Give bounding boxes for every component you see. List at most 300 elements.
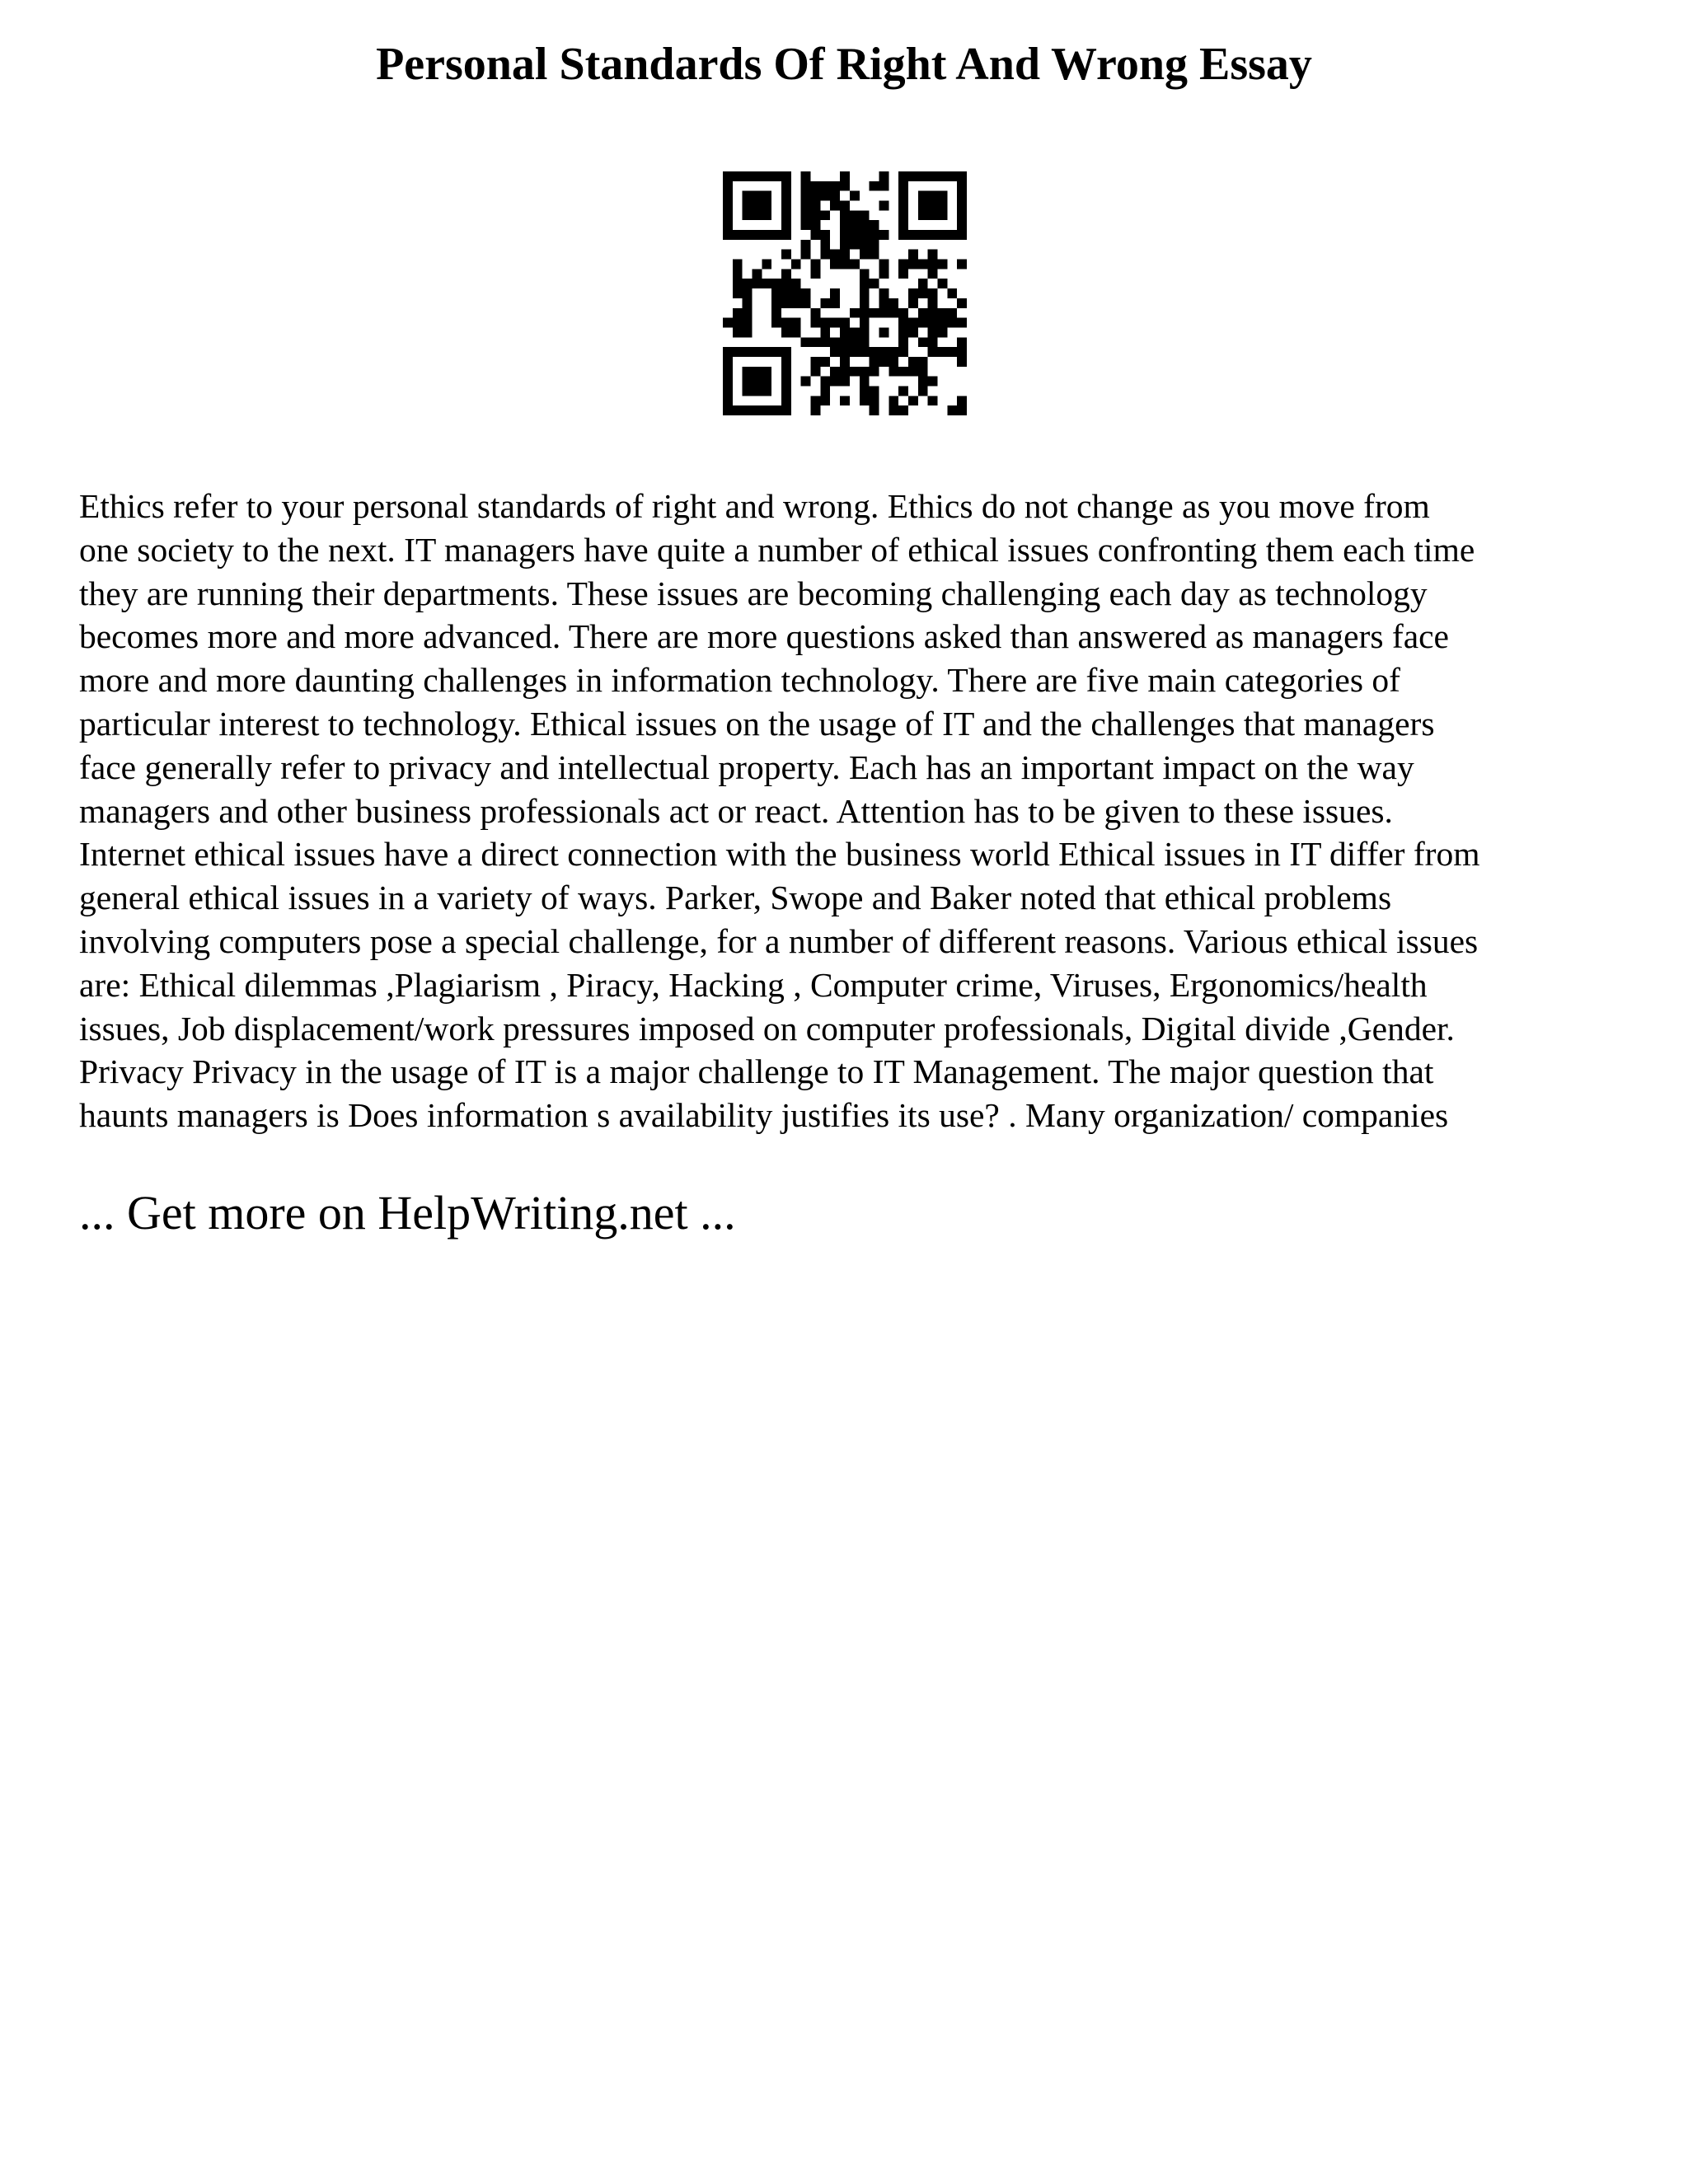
qr-module — [957, 396, 967, 405]
qr-module — [830, 250, 840, 260]
qr-module — [781, 191, 791, 201]
qr-module — [771, 288, 781, 298]
qr-module — [781, 250, 791, 260]
qr-module — [957, 191, 967, 201]
qr-module — [898, 191, 908, 201]
qr-module — [918, 191, 928, 201]
qr-module — [840, 347, 850, 357]
qr-module — [820, 396, 830, 405]
qr-module — [850, 347, 860, 357]
qr-module — [791, 327, 801, 337]
qr-module — [898, 220, 908, 230]
qr-module — [928, 396, 938, 405]
qr-module — [860, 347, 870, 357]
qr-module — [918, 337, 928, 347]
qr-module — [908, 318, 918, 328]
qr-module — [840, 396, 850, 405]
qr-module — [879, 288, 889, 298]
qr-module — [743, 327, 753, 337]
qr-module — [781, 327, 791, 337]
qr-module — [743, 279, 753, 288]
essay-line: haunts managers is Does information s availability justifies its use? . Many organization/ companies — [79, 1096, 1449, 1135]
qr-module — [781, 288, 791, 298]
page-title: Personal Standards Of Right And Wrong Essay — [376, 39, 1312, 90]
qr-module — [908, 396, 918, 405]
qr-module — [918, 386, 928, 396]
qr-module — [723, 367, 733, 377]
qr-module — [889, 405, 898, 415]
qr-module — [762, 191, 771, 201]
qr-module — [723, 318, 733, 328]
qr-module — [860, 269, 870, 279]
qr-module — [830, 337, 840, 347]
qr-module — [723, 191, 733, 201]
qr-module — [723, 396, 733, 405]
qr-module — [830, 367, 840, 377]
qr-module — [957, 347, 967, 357]
qr-module — [870, 250, 879, 260]
qr-module — [898, 210, 908, 220]
qr-module — [908, 260, 918, 269]
qr-module — [723, 230, 733, 240]
qr-module — [733, 327, 743, 337]
qr-module — [840, 377, 850, 387]
qr-module — [860, 298, 870, 308]
qr-module — [889, 367, 898, 377]
qr-module — [830, 298, 840, 308]
qr-module — [753, 230, 762, 240]
qr-module — [753, 279, 762, 288]
qr-module — [771, 171, 781, 181]
qr-module — [840, 240, 850, 250]
qr-module — [870, 405, 879, 415]
essay-line: managers and other business professionals act or react. Attention has to be given to these issues. — [79, 791, 1393, 830]
qr-module — [889, 396, 898, 405]
qr-module — [957, 220, 967, 230]
qr-module — [918, 279, 928, 288]
qr-module — [957, 357, 967, 367]
qr-module — [928, 347, 938, 357]
qr-module — [957, 210, 967, 220]
qr-module — [811, 220, 821, 230]
qr-module — [840, 171, 850, 181]
essay-line: becomes more and more advanced. There are more questions asked than answered as managers face — [79, 617, 1449, 656]
qr-module — [743, 230, 753, 240]
qr-module — [957, 298, 967, 308]
qr-module — [733, 347, 743, 357]
qr-module — [733, 318, 743, 328]
qr-module — [743, 377, 753, 387]
qr-module — [811, 396, 821, 405]
qr-module — [840, 327, 850, 337]
qr-module — [801, 298, 811, 308]
essay-line: general ethical issues in a variety of ways. Parker, Swope and Baker noted that ethical problems — [79, 879, 1392, 917]
essay-line: Ethics refer to your personal standards of right and wrong. Ethics do not change as you move from — [79, 487, 1430, 525]
qr-module — [743, 308, 753, 318]
qr-module — [850, 308, 860, 318]
qr-module — [801, 337, 811, 347]
qr-module — [820, 386, 830, 396]
qr-module — [850, 240, 860, 250]
qr-module — [860, 337, 870, 347]
qr-module — [733, 308, 743, 318]
qr-module — [820, 210, 830, 220]
qr-module — [811, 260, 821, 269]
qr-module — [753, 171, 762, 181]
qr-module — [918, 318, 928, 328]
qr-module — [928, 288, 938, 298]
qr-module — [811, 308, 821, 318]
qr-module — [830, 191, 840, 201]
qr-module — [820, 250, 830, 260]
qr-module — [898, 367, 908, 377]
qr-module — [781, 298, 791, 308]
qr-module — [723, 210, 733, 220]
qr-module — [743, 171, 753, 181]
qr-module — [908, 367, 918, 377]
qr-module — [762, 279, 771, 288]
qr-module — [937, 318, 947, 328]
qr-module — [860, 367, 870, 377]
qr-module — [918, 377, 928, 387]
qr-module — [889, 308, 898, 318]
qr-module — [733, 279, 743, 288]
qr-module — [937, 279, 947, 288]
qr-module — [928, 201, 938, 211]
qr-module — [830, 201, 840, 211]
qr-module — [957, 405, 967, 415]
essay-line: more and more daunting challenges in information technology. There are five main categories of — [79, 661, 1400, 700]
qr-module — [860, 279, 870, 288]
qr-module — [743, 405, 753, 415]
qr-module — [830, 260, 840, 269]
qr-code-icon[interactable] — [723, 171, 967, 415]
qr-module — [879, 327, 889, 337]
qr-module — [918, 308, 928, 318]
qr-module — [850, 260, 860, 269]
qr-module — [811, 201, 821, 211]
qr-module — [879, 171, 889, 181]
qr-module — [908, 298, 918, 308]
qr-module — [918, 357, 928, 367]
qr-module — [801, 288, 811, 298]
qr-module — [918, 288, 928, 298]
qr-module — [898, 308, 908, 318]
qr-module — [898, 347, 908, 357]
qr-module — [781, 396, 791, 405]
qr-module — [937, 260, 947, 269]
qr-module — [840, 260, 850, 269]
qr-module — [937, 201, 947, 211]
qr-module — [928, 327, 938, 337]
qr-module — [830, 288, 840, 298]
qr-module — [898, 386, 908, 396]
qr-module — [928, 308, 938, 318]
essay-line: Privacy Privacy in the usage of IT is a major challenge to IT Management. The major question that — [79, 1052, 1434, 1091]
qr-module — [860, 396, 870, 405]
qr-module — [860, 308, 870, 318]
qr-module — [811, 269, 821, 279]
qr-module — [918, 171, 928, 181]
qr-module — [879, 260, 889, 269]
qr-module — [860, 220, 870, 230]
qr-module — [937, 347, 947, 357]
qr-module — [879, 347, 889, 357]
qr-module — [791, 288, 801, 298]
qr-module — [928, 337, 938, 347]
qr-module — [791, 298, 801, 308]
qr-module — [870, 220, 879, 230]
qr-module — [771, 230, 781, 240]
qr-module — [820, 318, 830, 328]
qr-module — [781, 181, 791, 191]
qr-module — [781, 357, 791, 367]
qr-module — [753, 269, 762, 279]
qr-module — [928, 269, 938, 279]
qr-module — [781, 318, 791, 328]
qr-module — [898, 327, 908, 337]
qr-module — [733, 260, 743, 269]
qr-module — [898, 405, 908, 415]
qr-module — [811, 367, 821, 377]
qr-module — [870, 357, 879, 367]
qr-module — [791, 260, 801, 269]
qr-module — [791, 318, 801, 328]
qr-module — [723, 220, 733, 230]
essay-line: one society to the next. IT managers have quite a number of ethical issues confronting them each time — [79, 530, 1475, 569]
qr-module — [957, 230, 967, 240]
qr-module — [870, 396, 879, 405]
qr-module — [820, 191, 830, 201]
qr-module — [928, 250, 938, 260]
qr-module — [860, 327, 870, 337]
qr-module — [870, 279, 879, 288]
qr-module — [947, 171, 957, 181]
qr-module — [908, 230, 918, 240]
qr-module — [723, 386, 733, 396]
qr-module — [762, 347, 771, 357]
qr-module — [957, 181, 967, 191]
qr-module — [840, 337, 850, 347]
qr-module — [937, 327, 947, 337]
qr-module — [889, 298, 898, 308]
qr-module — [947, 288, 957, 298]
qr-module — [908, 171, 918, 181]
qr-module — [928, 210, 938, 220]
essay-line: involving computers pose a special challenge, for a number of different reasons. Various ethical issues — [79, 921, 1479, 960]
qr-module — [771, 318, 781, 328]
qr-module — [820, 298, 830, 308]
qr-module — [957, 260, 967, 269]
qr-module — [781, 269, 791, 279]
qr-module — [928, 377, 938, 387]
qr-module — [723, 171, 733, 181]
qr-module — [860, 250, 870, 260]
qr-module — [879, 357, 889, 367]
qr-module — [840, 201, 850, 211]
qr-module — [753, 191, 762, 201]
qr-module — [733, 405, 743, 415]
qr-module — [957, 318, 967, 328]
qr-module — [898, 201, 908, 211]
essay-line: particular interest to technology. Ethical issues on the usage of IT and the challenges that managers — [79, 704, 1435, 743]
qr-module — [850, 230, 860, 240]
qr-module — [811, 210, 821, 220]
qr-module — [753, 386, 762, 396]
qr-module — [928, 318, 938, 328]
qr-module — [870, 347, 879, 357]
qr-module — [781, 220, 791, 230]
qr-module — [753, 210, 762, 220]
qr-module — [957, 201, 967, 211]
qr-module — [898, 230, 908, 240]
qr-module — [781, 377, 791, 387]
qr-module — [937, 308, 947, 318]
qr-module — [723, 405, 733, 415]
qr-module — [820, 327, 830, 337]
qr-module — [733, 269, 743, 279]
qr-module — [820, 357, 830, 367]
qr-module — [743, 347, 753, 357]
qr-module — [762, 230, 771, 240]
qr-module — [908, 250, 918, 260]
qr-module — [820, 337, 830, 347]
qr-module — [840, 367, 850, 377]
qr-module — [733, 230, 743, 240]
qr-module — [762, 405, 771, 415]
get-more-link[interactable]: ... Get more on HelpWriting.net ... — [79, 1186, 736, 1240]
qr-module — [918, 210, 928, 220]
qr-module — [918, 230, 928, 240]
qr-module — [723, 201, 733, 211]
qr-module — [860, 230, 870, 240]
qr-module — [879, 298, 889, 308]
qr-module — [870, 367, 879, 377]
qr-module — [870, 386, 879, 396]
qr-module — [743, 367, 753, 377]
qr-module — [811, 318, 821, 328]
qr-module — [762, 171, 771, 181]
qr-module — [801, 220, 811, 230]
qr-module — [801, 171, 811, 181]
qr-module — [947, 230, 957, 240]
qr-module — [830, 181, 840, 191]
qr-module — [791, 279, 801, 288]
essay-line: face generally refer to privacy and intellectual property. Each has an important impact on the way — [79, 748, 1414, 786]
qr-module — [723, 357, 733, 367]
qr-module — [762, 210, 771, 220]
qr-module — [771, 308, 781, 318]
qr-module — [860, 377, 870, 387]
qr-module — [947, 405, 957, 415]
qr-module — [840, 210, 850, 220]
qr-module — [957, 337, 967, 347]
qr-module — [879, 201, 889, 211]
qr-module — [879, 269, 889, 279]
qr-module — [898, 171, 908, 181]
essay-line: issues, Job displacement/work pressures imposed on computer professionals, Digital divide ,Gender. — [79, 1009, 1455, 1047]
qr-module — [898, 181, 908, 191]
qr-module — [840, 230, 850, 240]
qr-module — [733, 171, 743, 181]
qr-module — [753, 377, 762, 387]
qr-module — [947, 308, 957, 318]
qr-module — [937, 210, 947, 220]
qr-module — [928, 260, 938, 269]
qr-module — [743, 318, 753, 328]
qr-module — [723, 377, 733, 387]
qr-module — [928, 171, 938, 181]
qr-module — [762, 386, 771, 396]
qr-module — [830, 377, 840, 387]
qr-module — [753, 201, 762, 211]
qr-module — [840, 220, 850, 230]
qr-module — [937, 230, 947, 240]
qr-module — [937, 191, 947, 201]
qr-module — [908, 327, 918, 337]
qr-module — [762, 367, 771, 377]
qr-module — [870, 230, 879, 240]
qr-module — [937, 171, 947, 181]
qr-module — [771, 347, 781, 357]
qr-module — [801, 191, 811, 201]
qr-module — [781, 367, 791, 377]
qr-module — [908, 288, 918, 298]
qr-module — [879, 181, 889, 191]
qr-module — [801, 181, 811, 191]
qr-module — [879, 230, 889, 240]
qr-module — [771, 405, 781, 415]
qr-module — [781, 279, 791, 288]
qr-module — [820, 230, 830, 240]
qr-module — [830, 347, 840, 357]
qr-module — [781, 201, 791, 211]
qr-module — [860, 386, 870, 396]
qr-module — [771, 298, 781, 308]
qr-module — [918, 367, 928, 377]
qr-module — [850, 327, 860, 337]
qr-module — [918, 201, 928, 211]
qr-module — [753, 347, 762, 357]
qr-module — [860, 240, 870, 250]
qr-module — [743, 210, 753, 220]
essay-line: Internet ethical issues have a direct connection with the business world Ethical issues in IT differ from — [79, 835, 1480, 874]
qr-module — [840, 318, 850, 328]
qr-module — [771, 279, 781, 288]
qr-module — [879, 308, 889, 318]
qr-module — [781, 171, 791, 181]
qr-module — [781, 405, 791, 415]
qr-module — [733, 288, 743, 298]
qr-module — [762, 201, 771, 211]
qr-module — [898, 337, 908, 347]
essay-body — [79, 485, 1629, 1137]
qr-module — [898, 318, 908, 328]
qr-module — [801, 377, 811, 387]
qr-module — [743, 191, 753, 201]
qr-module — [928, 191, 938, 201]
qr-module — [840, 181, 850, 191]
essay-line: they are running their departments. These issues are becoming challenging each day as technology — [79, 574, 1428, 612]
qr-module — [918, 260, 928, 269]
essay-line: are: Ethical dilemmas ,Plagiarism , Piracy, Hacking , Computer crime, Viruses, Ergonomics/health — [79, 965, 1428, 1004]
qr-module — [743, 386, 753, 396]
qr-module — [811, 191, 821, 201]
qr-module — [811, 357, 821, 367]
qr-module — [753, 405, 762, 415]
qr-module — [889, 357, 898, 367]
qr-module — [840, 250, 850, 260]
